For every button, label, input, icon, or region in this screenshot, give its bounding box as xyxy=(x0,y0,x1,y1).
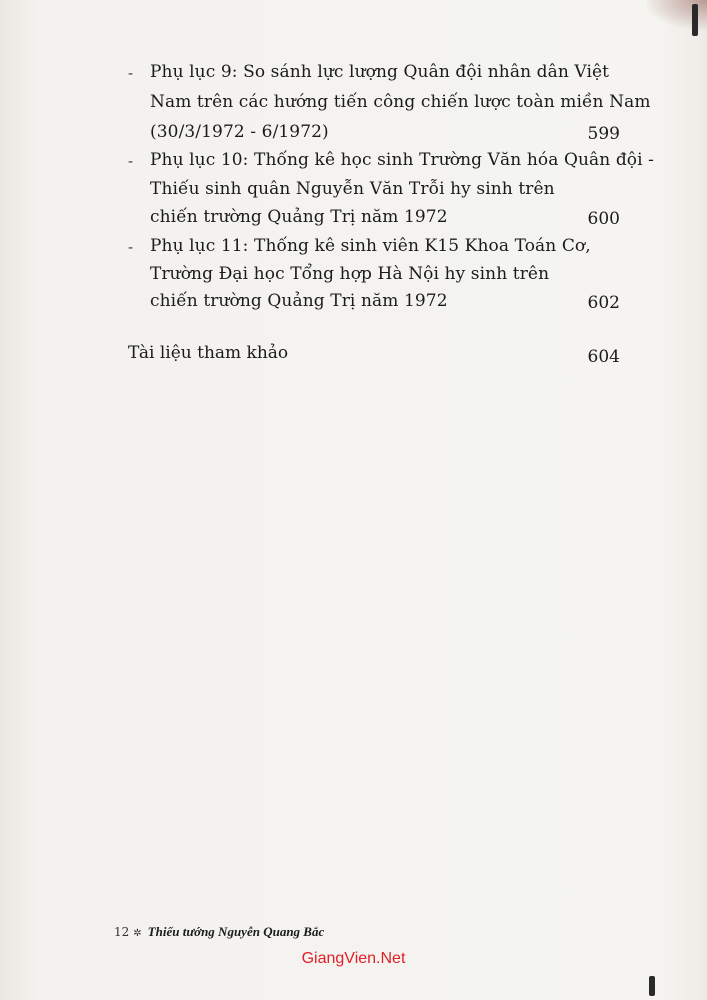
toc-entry-line: Phụ lục 10: Thống kê học sinh Trường Văn hóa Quân đội - xyxy=(150,150,655,170)
toc-page-number: 604 xyxy=(587,347,620,367)
watermark: GiangVien.Net xyxy=(301,950,406,967)
binding-mark-bottom xyxy=(649,976,655,996)
toc-entry-line: Nam trên các hướng tiến công chiến lược toàn miền Nam xyxy=(150,92,651,112)
star-ornament-icon: ✲ xyxy=(133,928,142,939)
page-folio: 12 xyxy=(114,925,130,939)
page-corner-shadow xyxy=(647,0,707,30)
bullet-dash: - xyxy=(128,152,134,170)
page-footer xyxy=(114,921,324,940)
toc-entry-line: Phụ lục 11: Thống kê sinh viên K15 Khoa Toán Cơ, xyxy=(150,236,591,256)
toc-entry-line: (30/3/1972 - 6/1972) xyxy=(150,122,329,142)
binding-mark-top xyxy=(692,4,698,36)
toc-page-number: 600 xyxy=(587,209,620,229)
toc-page-number: 599 xyxy=(587,124,620,144)
toc-page-number: 602 xyxy=(587,293,620,313)
toc-entry-line: chiến trường Quảng Trị năm 1972 xyxy=(150,291,448,311)
toc-entry-line: Trường Đại học Tổng hợp Hà Nội hy sinh trên xyxy=(150,264,550,284)
references-label: Tài liệu tham khảo xyxy=(128,343,289,363)
toc-entry-line: Thiếu sinh quân Nguyễn Văn Trỗi hy sinh trên xyxy=(150,179,555,199)
bullet-dash: - xyxy=(128,238,134,256)
toc-entry-line: Phụ lục 9: So sánh lực lượng Quân đội nhân dân Việt xyxy=(150,62,610,82)
bullet-dash: - xyxy=(128,64,134,82)
toc-entry-line: chiến trường Quảng Trị năm 1972 xyxy=(150,207,448,227)
running-title: Thiếu tướng Nguyễn Quang Bắc xyxy=(147,924,325,939)
